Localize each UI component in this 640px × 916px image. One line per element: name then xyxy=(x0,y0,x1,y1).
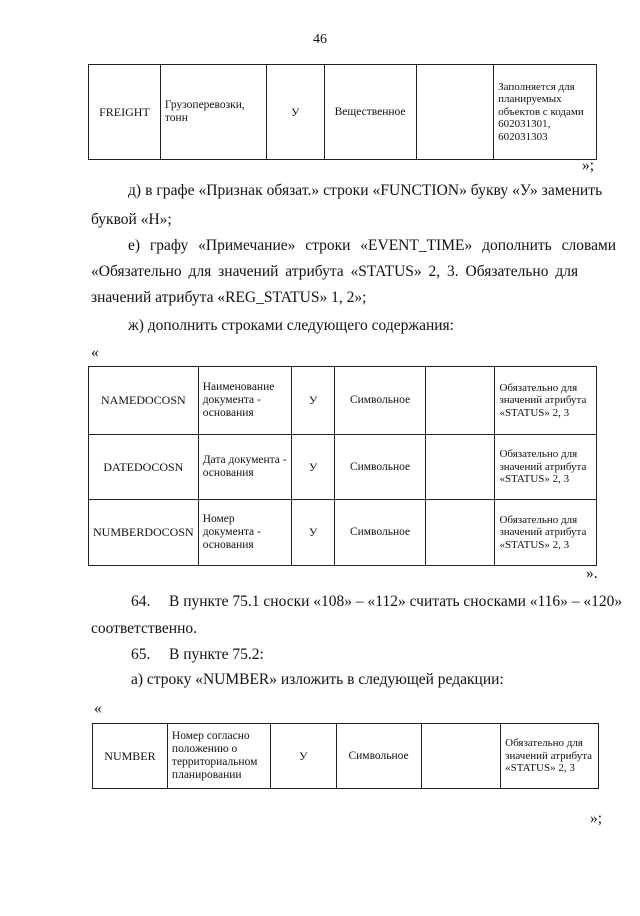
cell-type: Символьное xyxy=(335,367,426,435)
cell-blank xyxy=(416,65,494,160)
cell-blank xyxy=(421,724,501,789)
table-row xyxy=(89,500,597,566)
cell-name: Номер согласно положению о территориальном планировании xyxy=(167,724,270,789)
table-docosn xyxy=(88,366,597,566)
cell-note: Обязательно для значений атрибута «STATUS» 2, 3 xyxy=(501,724,599,789)
item-64-text-line2: соответственно. xyxy=(91,620,197,637)
cell-blank xyxy=(426,367,495,435)
item-64-text-line1: В пункте 75.1 сноски «108» – «112» считать сносками «116» – «120» xyxy=(169,593,623,610)
table-freight xyxy=(88,64,597,160)
paragraph-e-line3: значений атрибута «REG_STATUS» 1, 2»; xyxy=(91,289,367,306)
cell-note: Обязательно для значений атрибута «STATUS» 2, 3 xyxy=(495,435,597,500)
cell-note: Заполняется для планируемых объектов с кодами 602031301, 602031303 xyxy=(494,65,597,160)
cell-code: DATEDOCOSN xyxy=(89,435,199,500)
opening-quote: « xyxy=(91,344,99,361)
cell-flag: У xyxy=(292,367,335,435)
cell-name: Дата документа - основания xyxy=(198,435,291,500)
paragraph-d-line1: д) в графе «Признак обязат.» строки «FUNCTION» букву «У» заменить xyxy=(128,182,603,199)
cell-code: NUMBERDOCOSN xyxy=(89,500,199,566)
paragraph-zh: ж) дополнить строками следующего содержания: xyxy=(128,317,454,334)
item-65-text: В пункте 75.2: xyxy=(169,646,264,663)
table-row xyxy=(89,367,597,435)
table-row xyxy=(93,724,599,789)
paragraph-e-line2: «Обязательно для значений атрибута «STATUS» 2, 3. Обязательно для xyxy=(91,263,579,280)
cell-name: Наименование документа - основания xyxy=(198,367,291,435)
closing-quote: ». xyxy=(586,565,598,582)
cell-type: Вещественное xyxy=(324,65,416,160)
paragraph-a: а) строку «NUMBER» изложить в следующей редакции: xyxy=(131,671,504,688)
cell-note: Обязательно для значений атрибута «STATUS» 2, 3 xyxy=(495,367,597,435)
table-row xyxy=(89,65,597,160)
cell-code: NAMEDOCOSN xyxy=(89,367,199,435)
cell-name: Грузоперевозки, тонн xyxy=(160,65,266,160)
cell-code: NUMBER xyxy=(93,724,168,789)
closing-quote: »; xyxy=(582,157,595,174)
paragraph-d-line2: буквой «Н»; xyxy=(91,211,172,228)
table-number xyxy=(92,723,599,789)
table-row xyxy=(89,435,597,500)
cell-name: Номер документа - основания xyxy=(198,500,291,566)
page-number: 46 xyxy=(313,32,327,47)
cell-flag: У xyxy=(292,435,335,500)
cell-flag: У xyxy=(292,500,335,566)
cell-code: FREIGHT xyxy=(89,65,161,160)
cell-flag: У xyxy=(266,65,324,160)
cell-type: Символьное xyxy=(335,435,426,500)
cell-blank xyxy=(426,500,495,566)
closing-quote: »; xyxy=(590,810,603,827)
cell-note: Обязательно для значений атрибута «STATUS» 2, 3 xyxy=(495,500,597,566)
paragraph-e-line1: е) графу «Примечание» строки «EVENT_TIME» дополнить словами xyxy=(128,237,617,254)
item-65-number: 65. xyxy=(131,646,151,663)
cell-type: Символьное xyxy=(335,500,426,566)
cell-type: Символьное xyxy=(336,724,421,789)
opening-quote: « xyxy=(94,700,102,717)
cell-flag: У xyxy=(270,724,336,789)
item-64-number: 64. xyxy=(131,593,151,610)
cell-blank xyxy=(426,435,495,500)
